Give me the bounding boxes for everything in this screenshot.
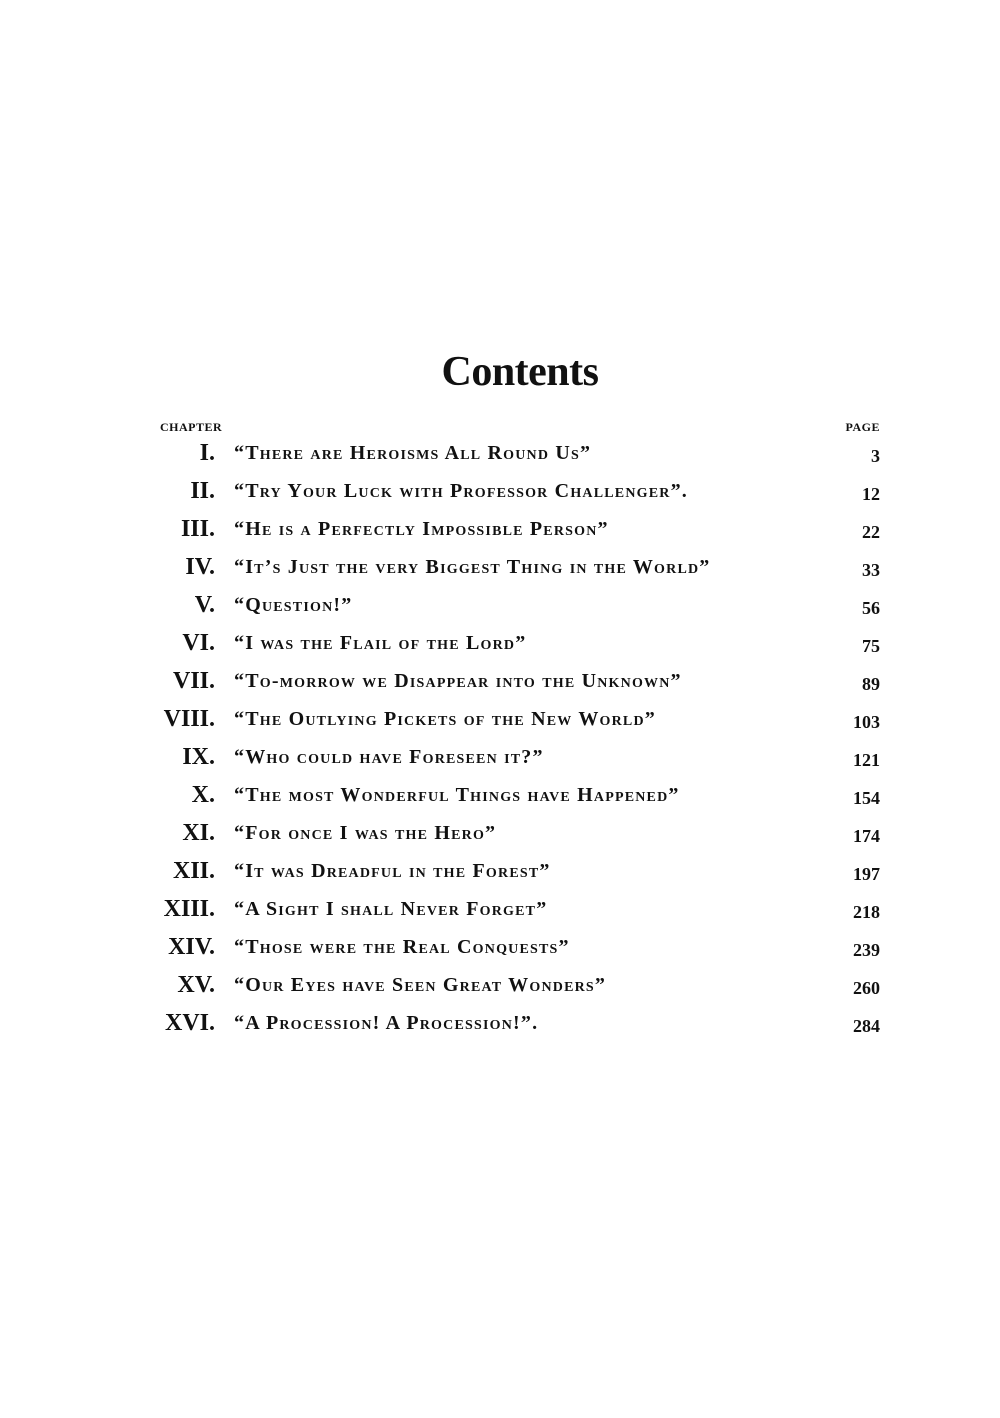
chapter-column-header: CHAPTER [160,420,223,434]
chapter-number: XIII. [163,896,215,922]
page-number: 33 [862,560,880,580]
page-number: 154 [853,788,880,808]
chapter-number: XIV. [168,934,215,960]
page-number: 22 [862,522,880,542]
chapter-title: “I was the Flail of the Lord” [234,632,527,654]
chapter-number: III. [180,516,215,542]
toc-entry [0,972,1000,1008]
toc-entry [0,592,1000,628]
toc-entry [0,1010,1000,1046]
toc-entry [0,896,1000,932]
toc-entry [0,934,1000,970]
page-number: 12 [862,484,880,504]
page-number: 239 [853,940,880,960]
page-number: 218 [853,902,880,922]
chapter-title: “Who could have Foreseen it?” [234,746,544,768]
chapter-title: “Question!” [234,594,353,616]
chapter-number: II. [190,478,215,504]
toc-entry [0,706,1000,742]
chapter-title: “He is a Perfectly Impossible Person” [234,518,609,540]
page-number: 75 [862,636,880,656]
toc-entry [0,554,1000,590]
page-number: 197 [853,864,880,884]
page-number: 89 [862,674,880,694]
chapter-number: XII. [172,858,215,884]
toc-entry [0,668,1000,704]
toc-entry [0,858,1000,894]
chapter-title: “For once I was the Hero” [234,822,497,844]
chapter-title: “The Outlying Pickets of the New World” [234,708,656,730]
chapter-number: VII. [172,668,215,694]
page-number: 56 [862,598,880,618]
chapter-number: VIII. [163,706,215,732]
toc-entry [0,630,1000,666]
chapter-number: IX. [182,744,215,770]
chapter-title: “A Sight I shall Never Forget” [234,898,548,920]
chapter-title: “It’s Just the very Biggest Thing in the World” [234,556,711,578]
page-number: 284 [853,1016,880,1036]
page-number: 174 [853,826,880,846]
page-title: Contents [441,349,599,395]
page-number: 103 [853,712,880,732]
chapter-number: VI. [182,630,215,656]
chapter-title: “A Procession! A Procession!”. [234,1012,539,1034]
chapter-title: “Try Your Luck with Professor Challenger”. [234,480,688,502]
page-column-header: PAGE [845,420,880,434]
chapter-title: “It was Dreadful in the Forest” [234,860,551,882]
chapter-number: IV. [185,554,215,580]
chapter-title: “Those were the Real Conquests” [234,936,570,958]
toc-entry [0,744,1000,780]
chapter-title: “There are Heroisms All Round Us” [234,442,592,464]
page-number: 121 [853,750,880,770]
page-number: 260 [853,978,880,998]
toc-entry [0,516,1000,552]
toc-entry [0,440,1000,476]
chapter-number: XV. [177,972,215,998]
chapter-title: “To-morrow we Disappear into the Unknown” [234,670,682,692]
page-number: 3 [871,446,880,466]
toc-entry [0,478,1000,514]
toc-entry [0,782,1000,818]
chapter-number: V. [194,592,215,618]
chapter-number: X. [191,782,215,808]
chapter-number: XI. [182,820,215,846]
toc-entry [0,820,1000,856]
chapter-number: XVI. [164,1010,215,1036]
chapter-number: I. [199,440,215,466]
chapter-title: “Our Eyes have Seen Great Wonders” [234,974,607,996]
chapter-title: “The most Wonderful Things have Happened” [234,784,680,806]
